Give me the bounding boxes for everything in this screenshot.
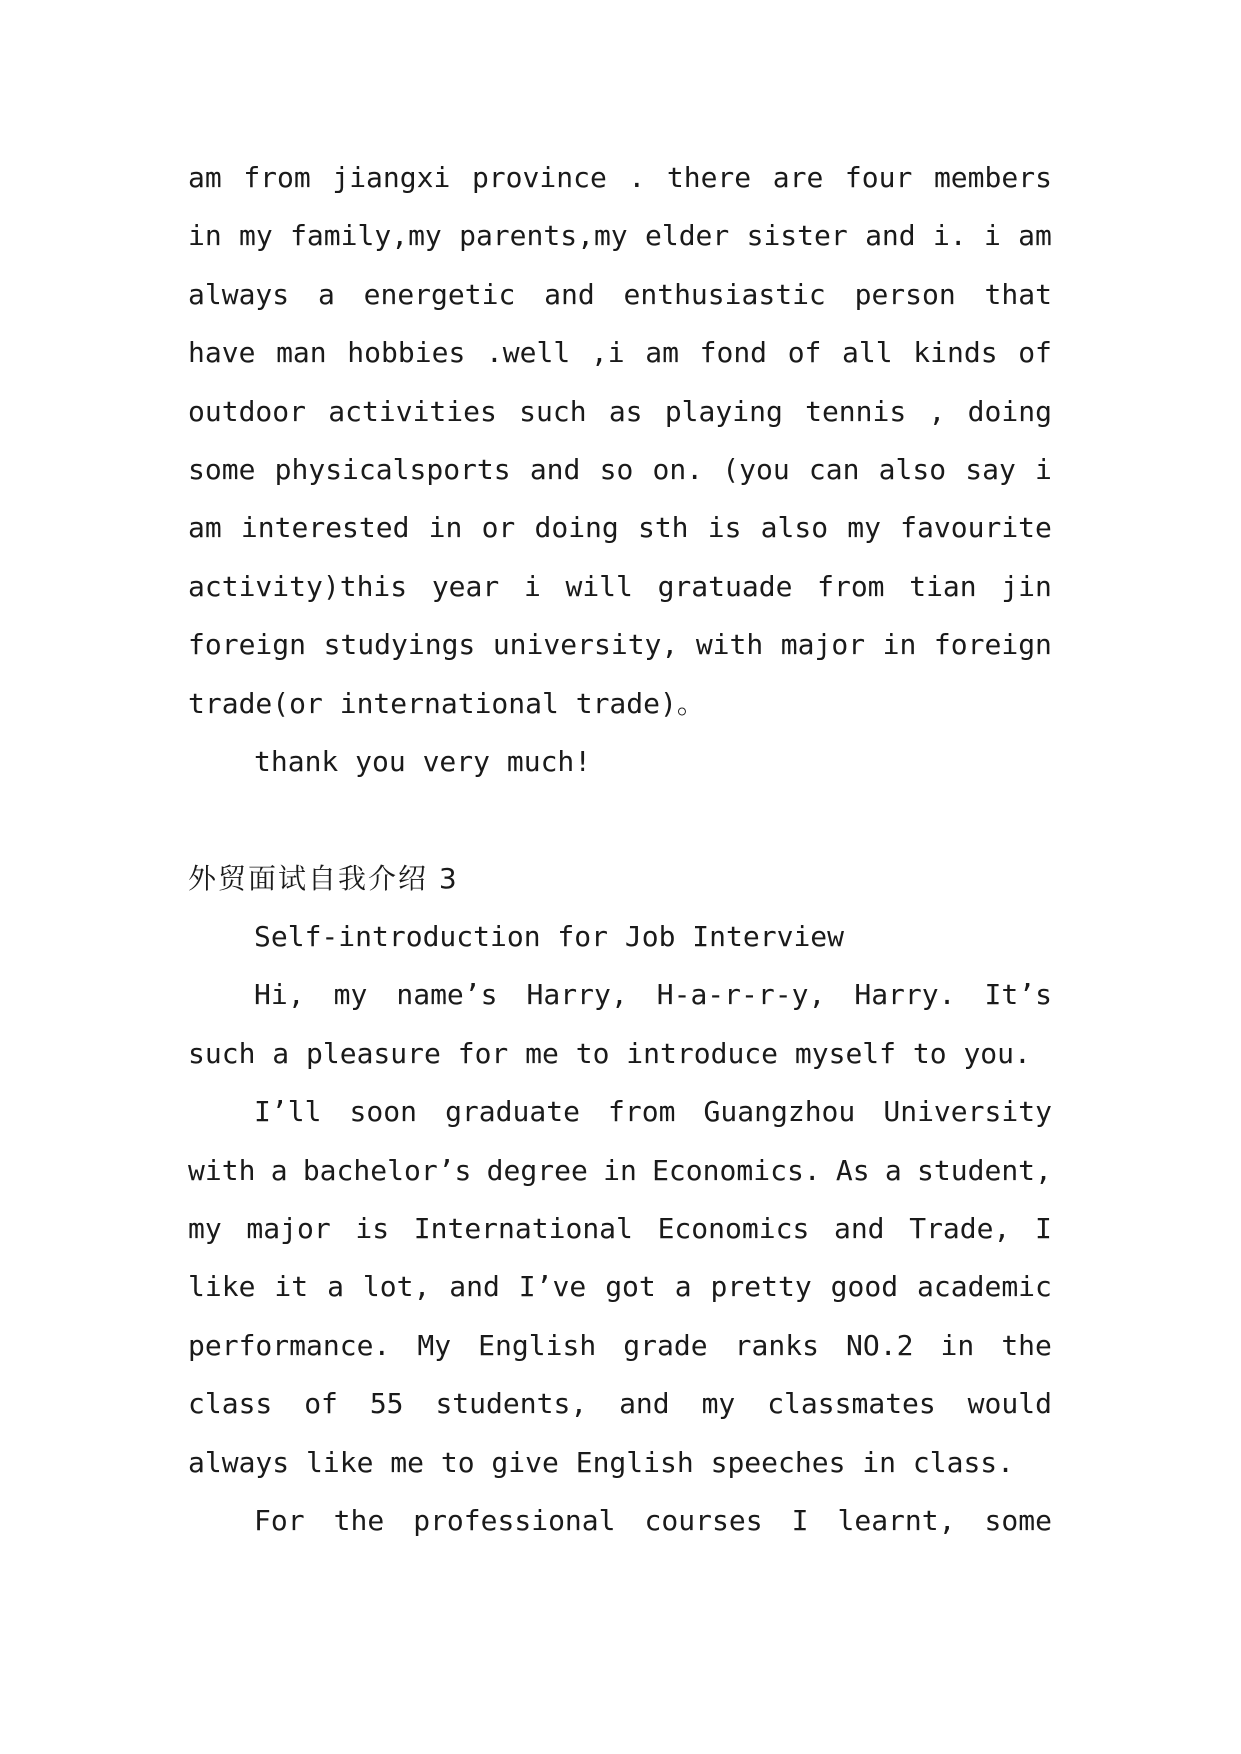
word: English	[478, 1328, 597, 1362]
word: elder	[644, 219, 730, 253]
word: foreign	[188, 628, 307, 662]
word: Trade,	[909, 1212, 1011, 1246]
word: my	[701, 1387, 736, 1421]
justified-line	[188, 441, 1052, 499]
word: sister	[746, 219, 848, 253]
word: and	[449, 1270, 500, 1304]
word: professional	[413, 1503, 616, 1537]
justified-line	[188, 324, 1052, 382]
paragraph-family-intro	[188, 149, 1052, 733]
word: or	[481, 511, 516, 545]
word: lot,	[362, 1270, 431, 1304]
word: learnt,	[837, 1503, 956, 1537]
word: like	[188, 1270, 256, 1304]
word: a	[270, 1153, 288, 1187]
word: performance.	[188, 1328, 391, 1362]
word: is	[355, 1212, 390, 1246]
paragraph-education	[188, 1083, 1052, 1492]
word: name’s	[396, 978, 498, 1012]
word: some	[984, 1503, 1052, 1537]
word: International	[413, 1212, 633, 1246]
word: person	[854, 277, 956, 311]
word: am	[645, 336, 679, 370]
word: and	[544, 277, 595, 311]
word: I	[1035, 1212, 1052, 1246]
word: my	[188, 1212, 222, 1246]
word: i	[523, 569, 541, 603]
section-spacer	[188, 791, 1052, 849]
word: For	[254, 1503, 305, 1537]
justified-line	[188, 966, 1052, 1024]
word: of	[1018, 336, 1052, 370]
word: will	[565, 569, 633, 603]
subtitle: Self-introduction for Job Interview	[254, 920, 845, 954]
word: all	[842, 336, 893, 370]
word: fond	[699, 336, 768, 370]
word: parents,my	[459, 219, 628, 253]
word: so	[599, 452, 634, 486]
word: sth	[637, 511, 689, 545]
word: interested	[240, 511, 410, 545]
justified-line	[188, 1317, 1052, 1375]
word: class	[188, 1387, 273, 1421]
closing-line: thank you very much!	[254, 744, 592, 778]
word: in	[940, 1328, 975, 1362]
paragraph-last-line: trade(or international trade)。	[188, 686, 705, 720]
word: family,my	[290, 219, 442, 253]
word: am	[1018, 219, 1052, 253]
word: i	[1035, 452, 1052, 486]
word: can	[808, 452, 860, 486]
word: academic	[917, 1270, 1052, 1304]
word: also	[760, 511, 829, 545]
word: my	[847, 511, 881, 545]
word: .well	[485, 336, 571, 370]
word: of	[787, 336, 822, 370]
word: (you	[722, 452, 790, 486]
word: and	[529, 452, 581, 486]
word: my	[239, 219, 273, 253]
word: and	[865, 219, 916, 253]
justified-line	[188, 1200, 1052, 1258]
word: university,	[492, 628, 679, 662]
word: It’s	[984, 978, 1052, 1012]
word: a	[674, 1270, 692, 1304]
word: in	[603, 1153, 637, 1187]
word: also	[878, 452, 947, 486]
word: classmates	[767, 1387, 936, 1421]
word: ,i	[590, 336, 625, 370]
word: is	[707, 511, 742, 545]
word: a	[317, 277, 335, 311]
word: Harry.	[854, 978, 956, 1012]
justified-line	[188, 383, 1052, 441]
word: I’ve	[518, 1270, 587, 1304]
justified-line	[188, 1083, 1052, 1141]
justified-line	[188, 207, 1052, 265]
word: Economics.	[652, 1153, 821, 1187]
word: that	[984, 277, 1052, 311]
word: pretty	[710, 1270, 812, 1304]
word: 55	[369, 1387, 404, 1421]
word: tennis	[805, 394, 907, 428]
word: soon	[349, 1095, 417, 1129]
paragraph-greeting	[188, 966, 1052, 1083]
word: it	[274, 1270, 309, 1304]
paragraph-courses	[188, 1492, 1052, 1550]
justified-line	[188, 499, 1052, 557]
word: have	[188, 336, 256, 370]
word: doing	[534, 511, 619, 545]
word: studyings	[323, 628, 476, 662]
word: with	[695, 628, 764, 662]
word: .	[628, 161, 646, 194]
word: major	[780, 628, 866, 662]
word: i	[983, 219, 1001, 253]
word: energetic	[363, 277, 516, 311]
word: physicalsports	[274, 452, 511, 486]
word: as	[608, 394, 643, 428]
word: ,	[928, 394, 946, 428]
justified-line	[188, 1492, 1052, 1550]
word: man	[276, 336, 327, 370]
word: courses	[644, 1503, 763, 1537]
word: activities	[328, 394, 497, 428]
word: province	[471, 161, 607, 194]
word: with	[188, 1153, 256, 1187]
paragraph-last-line: always like me to give English speeches in class.	[188, 1445, 1015, 1479]
word: jiangxi	[332, 161, 451, 194]
word: would	[967, 1387, 1052, 1421]
document-body	[188, 149, 1052, 1550]
word: I	[791, 1503, 809, 1537]
word: degree	[486, 1153, 588, 1187]
word: from	[608, 1095, 676, 1129]
word: outdoor	[188, 394, 307, 428]
word: year	[431, 569, 500, 603]
word: foreign	[933, 628, 1052, 662]
paragraph-last-line: such a pleasure for me to introduce myself to you.	[188, 1036, 1031, 1070]
word: major	[246, 1212, 331, 1246]
word: the	[1001, 1328, 1052, 1362]
word: say	[965, 452, 1016, 486]
word: University	[883, 1095, 1052, 1129]
word: activity)this	[188, 569, 408, 603]
word: and	[833, 1212, 885, 1246]
word: members	[933, 161, 1052, 194]
word: bachelor’s	[302, 1153, 472, 1187]
word: in	[882, 628, 917, 662]
word: the	[333, 1503, 385, 1537]
word: graduate	[445, 1095, 580, 1129]
justified-line	[188, 1375, 1052, 1433]
word: gratuade	[657, 569, 793, 603]
word: doing	[967, 394, 1052, 428]
word: I’ll	[254, 1095, 322, 1129]
word: i.	[932, 219, 967, 253]
justified-line	[188, 266, 1052, 324]
word: some	[188, 452, 256, 486]
justified-line	[188, 149, 1052, 207]
word: My	[417, 1328, 452, 1362]
section-heading: 外贸面试自我介绍 3	[188, 861, 459, 895]
word: students,	[435, 1387, 588, 1421]
word: four	[844, 161, 913, 194]
word: Economics	[657, 1212, 810, 1246]
word: got	[605, 1270, 656, 1304]
word: tian	[909, 569, 977, 603]
word: Hi,	[254, 978, 305, 1012]
word: hobbies	[347, 336, 466, 370]
word: and	[619, 1387, 670, 1421]
word: good	[830, 1270, 899, 1304]
word: am	[188, 161, 222, 194]
word: such	[519, 394, 587, 428]
word: am	[188, 511, 222, 545]
word: always	[188, 277, 290, 311]
word: student,	[917, 1153, 1052, 1187]
word: grade	[623, 1328, 708, 1362]
justified-line	[188, 558, 1052, 616]
justified-line	[188, 616, 1052, 674]
word: from	[243, 161, 311, 194]
word: a	[327, 1270, 344, 1304]
word: jin	[1001, 569, 1052, 603]
justified-line	[188, 1258, 1052, 1316]
word: a	[884, 1153, 902, 1187]
word: in	[428, 511, 463, 545]
word: favourite	[900, 511, 1052, 545]
word: playing	[664, 394, 783, 428]
word: ranks	[734, 1328, 819, 1362]
word: kinds	[913, 336, 998, 370]
word: As	[835, 1153, 870, 1187]
word: of	[304, 1387, 338, 1421]
word: on.	[652, 452, 704, 486]
word: there	[666, 161, 752, 194]
word: Guangzhou	[703, 1095, 856, 1129]
word: Harry,	[526, 978, 628, 1012]
word: enthusiastic	[623, 277, 826, 311]
word: are	[772, 161, 824, 194]
word: in	[188, 219, 222, 253]
word: NO.2	[846, 1328, 914, 1362]
word: from	[817, 569, 885, 603]
word: H-a-r-r-y,	[656, 978, 826, 1012]
word: my	[333, 978, 368, 1012]
justified-line	[188, 1142, 1052, 1200]
